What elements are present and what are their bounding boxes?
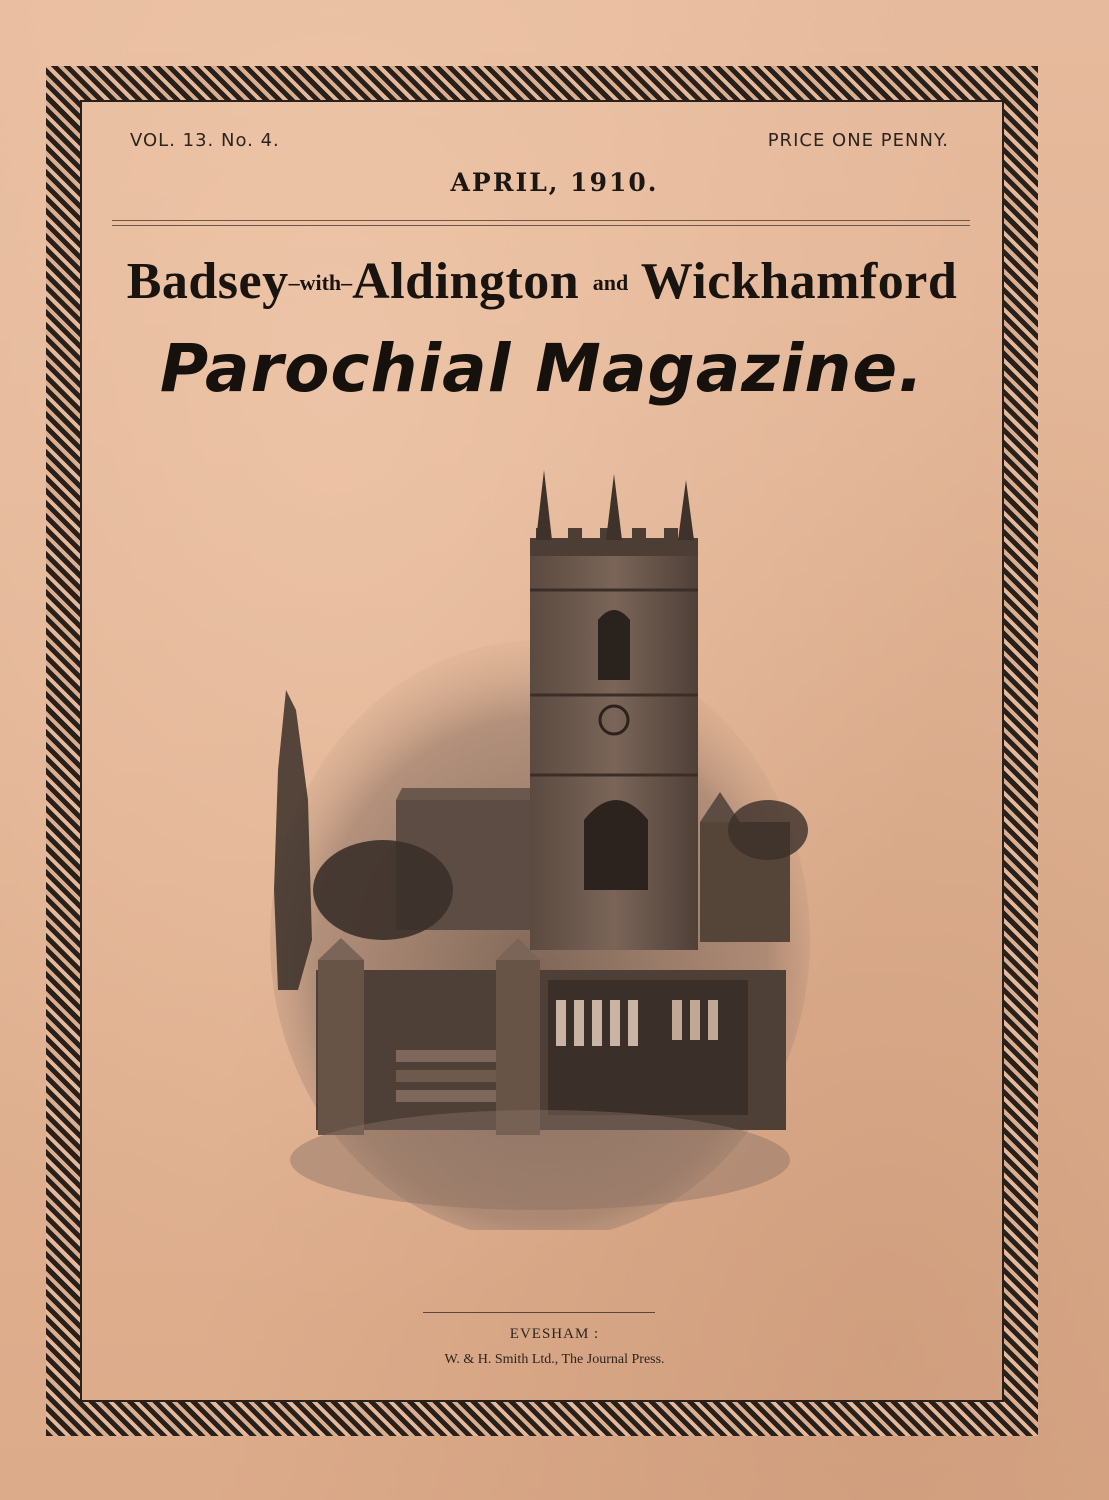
- publisher-city: EVESHAM :: [509, 1326, 600, 1342]
- printer-credit: W. & H. Smith Ltd., The Journal Press.: [444, 1352, 665, 1367]
- footer-rule: [423, 1312, 655, 1313]
- header-rule: [112, 220, 970, 226]
- parish-aldington: Aldington: [352, 253, 580, 310]
- volume-number: VOL. 13. No. 4.: [130, 130, 280, 151]
- connector-and: and: [592, 270, 629, 295]
- price-label: PRICE ONE PENNY.: [767, 130, 949, 151]
- parish-names-title: Badsey–with–Aldington and Wickhamford: [126, 253, 958, 310]
- magazine-title: Parochial Magazine.: [159, 330, 925, 407]
- church-photograph: [268, 470, 813, 1230]
- parish-badsey: Badsey: [126, 253, 289, 310]
- issue-date: APRIL, 1910.: [450, 168, 659, 197]
- parish-wickhamford: Wickhamford: [640, 253, 958, 310]
- connector-with: with: [299, 270, 342, 295]
